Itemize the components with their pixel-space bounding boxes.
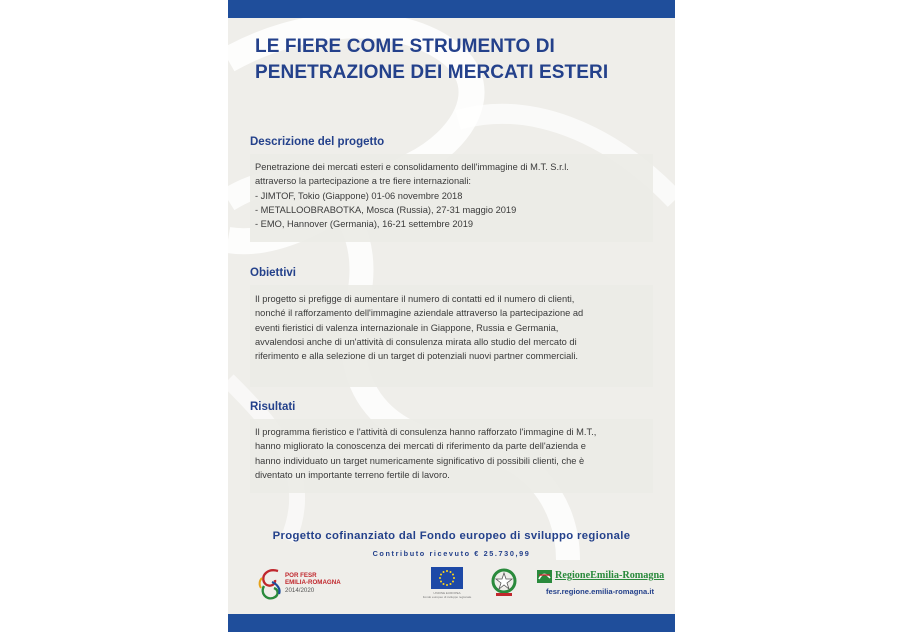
eu-caption-2: Fondo europeo di sviluppo regionale xyxy=(422,595,472,599)
text-line: - EMO, Hannover (Germania), 16-21 settembre 2019 xyxy=(255,219,474,230)
por-line-3: 2014/2020 xyxy=(285,586,315,594)
italian-republic-emblem-icon xyxy=(490,566,518,600)
top-blue-band xyxy=(228,0,675,18)
text-line: Il progetto si prefigge di aumentare il numero di contatti ed il numero di clienti, xyxy=(255,294,575,304)
regione-name: RegioneEmilia-Romagna xyxy=(555,570,665,581)
section-text-risultati xyxy=(255,425,653,482)
por-line-1: POR FESR xyxy=(285,572,317,579)
text-line: - METALLOOBRABOTKA, Mosca (Russia), 27-31 maggio 2019 xyxy=(255,204,517,215)
section-heading-obiettivi: Obiettivi xyxy=(250,267,297,279)
bottom-blue-band xyxy=(228,614,675,632)
text-line: hanno individuato un target numericamente significativo di possibili clienti, che è xyxy=(255,455,585,466)
cofinanced-statement: Progetto cofinanziato dal Fondo europeo di sviluppo regionale xyxy=(272,530,631,542)
por-fesr-text xyxy=(285,572,341,594)
eu-logo xyxy=(421,567,473,603)
text-line: nonché il rafforzamento dell'immagine aziendale attraverso la partecipazione ad xyxy=(255,308,584,319)
section-heading-descrizione: Descrizione del progetto xyxy=(250,136,385,148)
text-line: riferimento e alla selezione di un target di potenziali nuovi partner commerciali. xyxy=(255,351,578,362)
contribution-amount: Contributo ricevuto € 25.730,99 xyxy=(372,549,531,558)
eu-caption xyxy=(421,591,473,599)
section-text-obiettivi xyxy=(255,292,653,363)
por-line-2: EMILIA-ROMAGNA xyxy=(285,579,341,587)
text-line: eventi fieristici di valenza internazionale in Giappone, Russia e Germania, xyxy=(255,322,559,333)
text-line: diventato un importante terreno fertile di lavoro. xyxy=(255,469,450,480)
regione-url-link[interactable]: fesr.regione.emilia-romagna.it xyxy=(545,587,654,596)
regione-emilia-romagna-logo xyxy=(537,569,665,601)
regione-emblem-icon xyxy=(537,570,552,583)
por-swirl-icon xyxy=(258,566,284,602)
text-line: attraverso la partecipazione a tre fiere internazionali: xyxy=(255,176,472,187)
por-fesr-logo xyxy=(258,566,368,604)
title-line: LE FIERE COME STRUMENTO DI xyxy=(255,36,555,57)
text-line: - JIMTOF, Tokio (Giappone) 01-06 novembre 2018 xyxy=(255,190,463,201)
text-line: hanno migliorato la conoscenza dei mercati di riferimento da parte dell'azienda e xyxy=(255,441,586,452)
poster xyxy=(228,0,675,632)
section-heading-risultati: Risultati xyxy=(250,401,296,413)
text-line: avvalendosi anche di un'attività di consulenza mirata allo studio del mercato di xyxy=(255,336,577,347)
text-line: Il programma fieristico e l'attività di consulenza hanno rafforzato l'immagine di M.T., xyxy=(255,427,597,437)
page-title xyxy=(255,34,655,86)
section-text-descrizione xyxy=(255,160,653,231)
text-line: Penetrazione dei mercati esteri e consolidamento dell'immagine di M.T. S.r.l. xyxy=(255,162,569,172)
eu-caption-1: UNIONE EUROPEA xyxy=(433,591,461,595)
title-line: PENETRAZIONE DEI MERCATI ESTERI xyxy=(255,62,609,83)
eu-flag-icon xyxy=(431,567,463,589)
